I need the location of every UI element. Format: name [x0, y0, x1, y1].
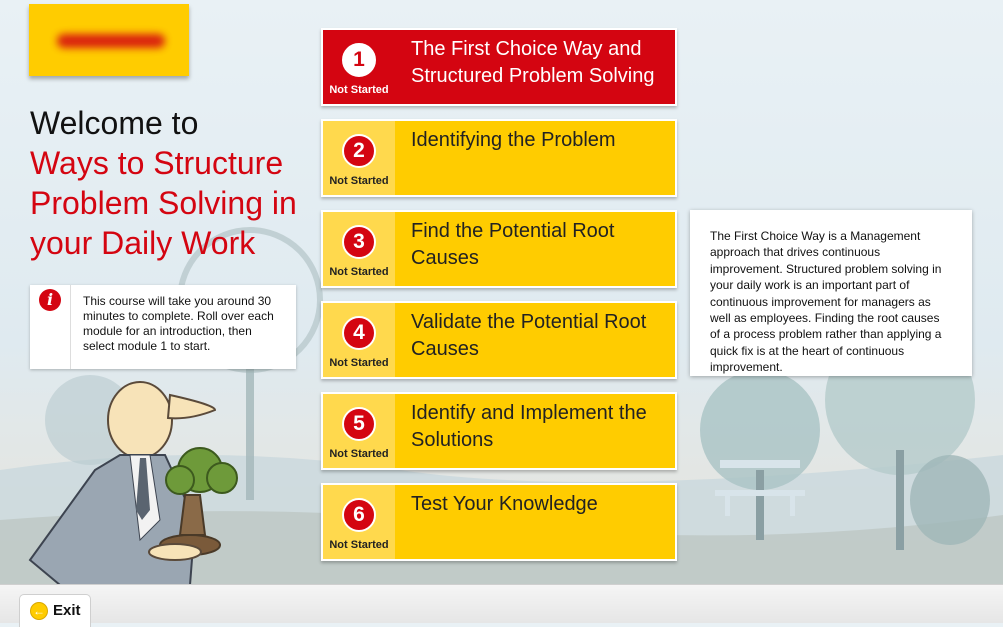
module-title: The First Choice Way and Structured Problem Solving [411, 38, 655, 87]
module-status: Not Started [329, 266, 389, 278]
back-arrow-icon: ← [30, 602, 48, 620]
module-3-button[interactable] [321, 210, 677, 288]
module-number: 6 [342, 498, 376, 532]
course-title: Ways to Structure Problem Solving in your Daily Work [30, 145, 297, 261]
module-title: Identifying the Problem [411, 129, 616, 151]
exit-button[interactable] [19, 594, 91, 627]
module-2-button[interactable] [321, 119, 677, 197]
module-title: Identify and Implement the Solutions [411, 402, 647, 451]
module-description-panel [690, 210, 972, 376]
module-description-text: The First Choice Way is a Management approach that drives continuous improvement. Structured problem solving in your daily work is an important part of continuous improvement for managers as well as employees. Finding the root causes of a process problem rather than applying a quick fix is at the heart of continuous improvement. [710, 229, 942, 375]
module-status: Not Started [329, 84, 389, 96]
info-icon: i [39, 289, 61, 311]
module-status: Not Started [329, 175, 389, 187]
module-6-button[interactable] [321, 483, 677, 561]
footer-bar [0, 584, 1003, 623]
module-title: Test Your Knowledge [411, 493, 598, 515]
module-number: 3 [342, 225, 376, 259]
module-status: Not Started [329, 539, 389, 551]
exit-label: Exit [53, 602, 81, 619]
logo-mark [57, 34, 165, 48]
dhl-logo [29, 4, 189, 76]
module-number: 2 [342, 134, 376, 168]
module-title: Find the Potential Root Causes [411, 220, 615, 269]
module-5-button[interactable] [321, 392, 677, 470]
module-number: 4 [342, 316, 376, 350]
welcome-line: Welcome to [30, 105, 199, 141]
module-1-button[interactable] [321, 28, 677, 106]
course-info-text: This course will take you around 30 minutes to complete. Roll over each module for an introduction, then select module 1 to start. [83, 294, 274, 353]
welcome-heading [30, 103, 320, 263]
module-4-button[interactable] [321, 301, 677, 379]
course-info-box [30, 285, 296, 369]
module-number: 1 [342, 43, 376, 77]
module-title: Validate the Potential Root Causes [411, 311, 647, 360]
module-number: 5 [342, 407, 376, 441]
module-status: Not Started [329, 357, 389, 369]
module-status: Not Started [329, 448, 389, 460]
